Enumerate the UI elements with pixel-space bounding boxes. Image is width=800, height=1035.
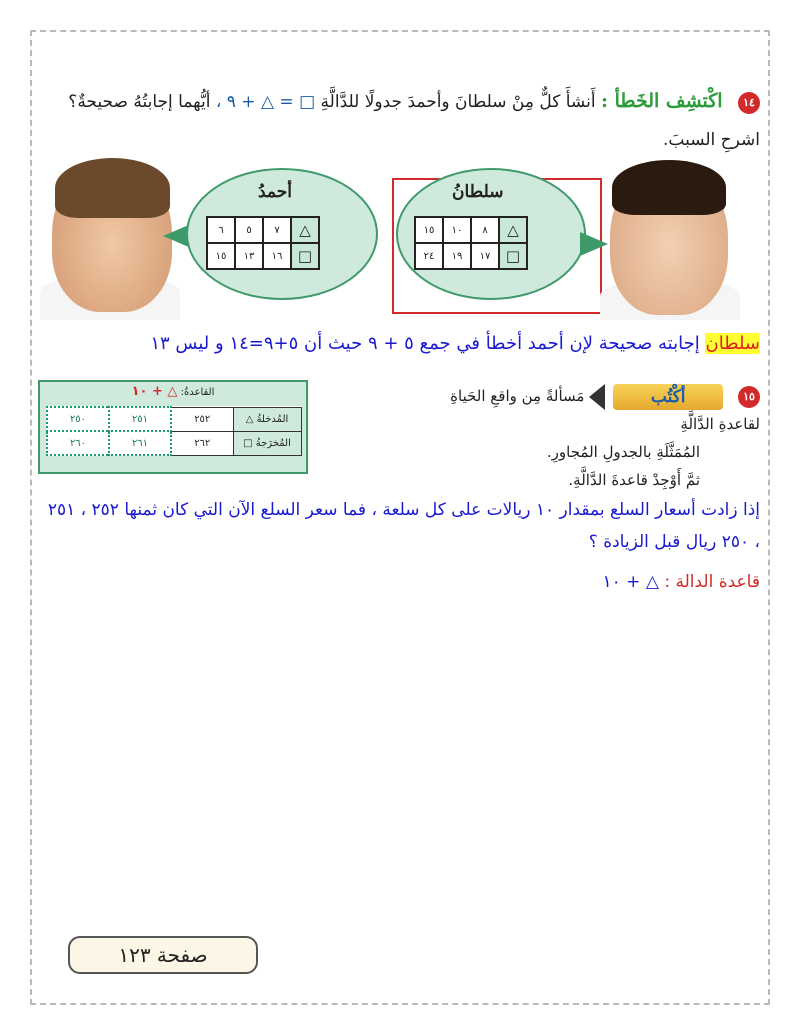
triangle-symbol: △ [291,217,319,243]
function-rule-table-box [38,380,308,474]
table-cell: ١٥ [415,217,443,243]
answer-14 [40,330,760,358]
triangle-symbol: △ [499,217,527,243]
sultan-output-row [415,243,527,269]
table-cell: ٢٦٢ [171,431,233,455]
rule-table-title [40,384,306,404]
table-cell: ١٩ [443,243,471,269]
square-symbol: □ [291,243,319,269]
answer-14-text: إجابته صحيحة لإن أحمد أخطأ في جمع ٥ + ٩ حيث أن ٥+٩=١٤ و ليس ١٣ [150,333,700,354]
answer-14-highlight: سلطان [705,333,760,354]
table-cell: ٥ [235,217,263,243]
ahmad-input-row [207,217,319,243]
rule-title-expression: △ + ١٠ [131,384,178,399]
exercise-15 [430,382,760,494]
table-cell: ٧ [263,217,291,243]
page-number-label: صفحة ١٢٣ [68,936,258,974]
exercise-15-line3: ثمَّ أَوْجِدْ قاعدةَ الدَّالَّةِ. [568,471,700,489]
table-cell: ١٥ [207,243,235,269]
sultan-bubble-tail [580,232,608,256]
ahmad-output-row [207,243,319,269]
exercise-15-number: ١٥ [738,386,760,408]
table-cell: ١٣ [235,243,263,269]
ahmad-hair [55,158,170,218]
input-label-cell: المُدخلةُ △ [233,407,301,431]
sultan-table [414,216,528,270]
table-cell: ٦ [207,217,235,243]
exercise-14 [40,82,760,159]
function-rule-table [46,406,302,456]
exercise-15-line1 [430,382,760,438]
exercise-15-line2: المُمَثَّلَةِ بالجدولِ المُجاورِ. [546,443,700,461]
table-cell: ٢٥٢ [171,407,233,431]
table-cell: ١٠ [443,217,471,243]
rule-answer-value: △ + ١٠ [602,572,659,592]
table-cell: ٢٥٠ [47,407,109,431]
table-cell: ٨ [471,217,499,243]
table-cell: ٢٦١ [109,431,171,455]
table-cell: ٢٤ [415,243,443,269]
table-cell: ٢٦٠ [47,431,109,455]
sultan-name: سلطانُ [452,182,504,202]
find-error-title: اكْتشِف الخَطأ : [600,90,723,112]
exercise-14-question: أيُّهما إجابتُهُ صحيحةٌ؟ [68,92,211,112]
square-symbol: □ [499,243,527,269]
ahmad-name: أحمدُ [258,182,292,202]
rule-title-label: القاعدةُ: [180,387,215,398]
exercise-14-line1 [40,82,760,121]
function-rule-answer [603,572,760,592]
exercise-14-number: ١٤ [738,92,760,114]
sultan-input-row [415,217,527,243]
table-cell: ٢٥١ [109,407,171,431]
sultan-hair [612,160,726,215]
table-cell: ١٦ [263,243,291,269]
rule-answer-label: قاعدة الدالة : [664,572,760,592]
rule-output-row [47,431,301,455]
output-label-cell: المُخرَجةُ □ [233,431,301,455]
ahmad-table [206,216,320,270]
exercise-14-text: أَنشأَ كلٌّ مِنْ سلطانَ وأحمدَ جدولًا للدَّالَّةِ [320,92,596,112]
pencil-tip-icon [589,384,605,410]
rule-input-row [47,407,301,431]
function-rule-expression: □ = △ + ٩ ، [215,92,316,112]
write-pencil-badge: أكْتُب [613,384,723,410]
answer-15: إذا زادت أسعار السلع بمقدار ١٠ ريالات على كل سلعة ، فما سعر السلع الآن التي كان ثمنها ٢٥٢ ، ٢٥١ ، ٢٥٠ ريال قبل الزيادة ؟ [47,500,760,552]
exercise-15-text1: مَسألةً مِن واقعِ الحَياةِ لقاعدةِ الدَّالَّةِ [450,387,760,433]
table-cell: ١٧ [471,243,499,269]
exercise-14-line2: اشرحِ السببَ. [662,130,760,150]
